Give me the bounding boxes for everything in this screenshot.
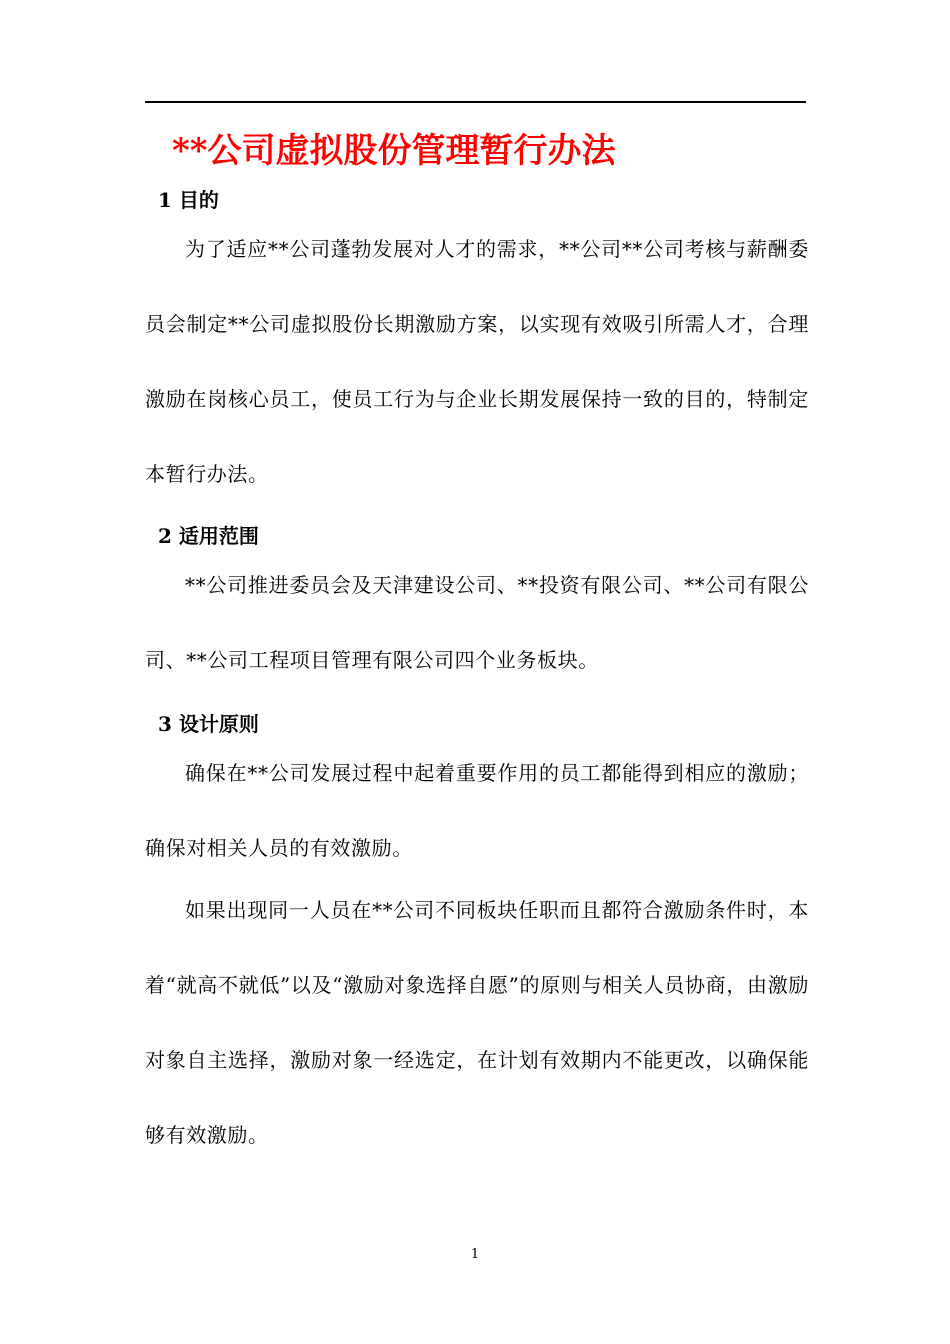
paragraph-principles-1: 确保在**公司发展过程中起着重要作用的员工都能得到相应的激励；确保对相关人员的有效激励。 bbox=[145, 761, 809, 860]
section-heading-principles: 3 设计原则 bbox=[158, 712, 259, 736]
paragraph-purpose: 为了适应**公司蓬勃发展对人才的需求，**公司**公司考核与薪酬委员会制定**公司虚拟股份长期激励方案，以实现有效吸引所需人才，合理激励在岗核心员工，使员工行为与企业长期发展保持一致的目的，特制定本暂行办法。 bbox=[145, 237, 809, 486]
paragraph-principles-2: 如果出现同一人员在**公司不同板块任职而且都符合激励条件时，本着“就高不就低”以及“激励对象选择自愿”的原则与相关人员协商，由激励对象自主选择，激励对象一经选定，在计划有效期内不能更改，以确保能够有效激励。 bbox=[145, 898, 809, 1147]
document-title: **公司虚拟股份管理暂行办法 bbox=[172, 131, 616, 171]
page-number: 1 bbox=[470, 1247, 480, 1262]
paragraph-scope: **公司推进委员会及天津建设公司、**投资有限公司、**公司有限公司、**公司工程项目管理有限公司四个业务板块。 bbox=[145, 573, 809, 672]
section-heading-purpose: 1 目的 bbox=[158, 188, 219, 212]
header-rule bbox=[145, 101, 806, 103]
section-heading-scope: 2 适用范围 bbox=[158, 524, 259, 548]
